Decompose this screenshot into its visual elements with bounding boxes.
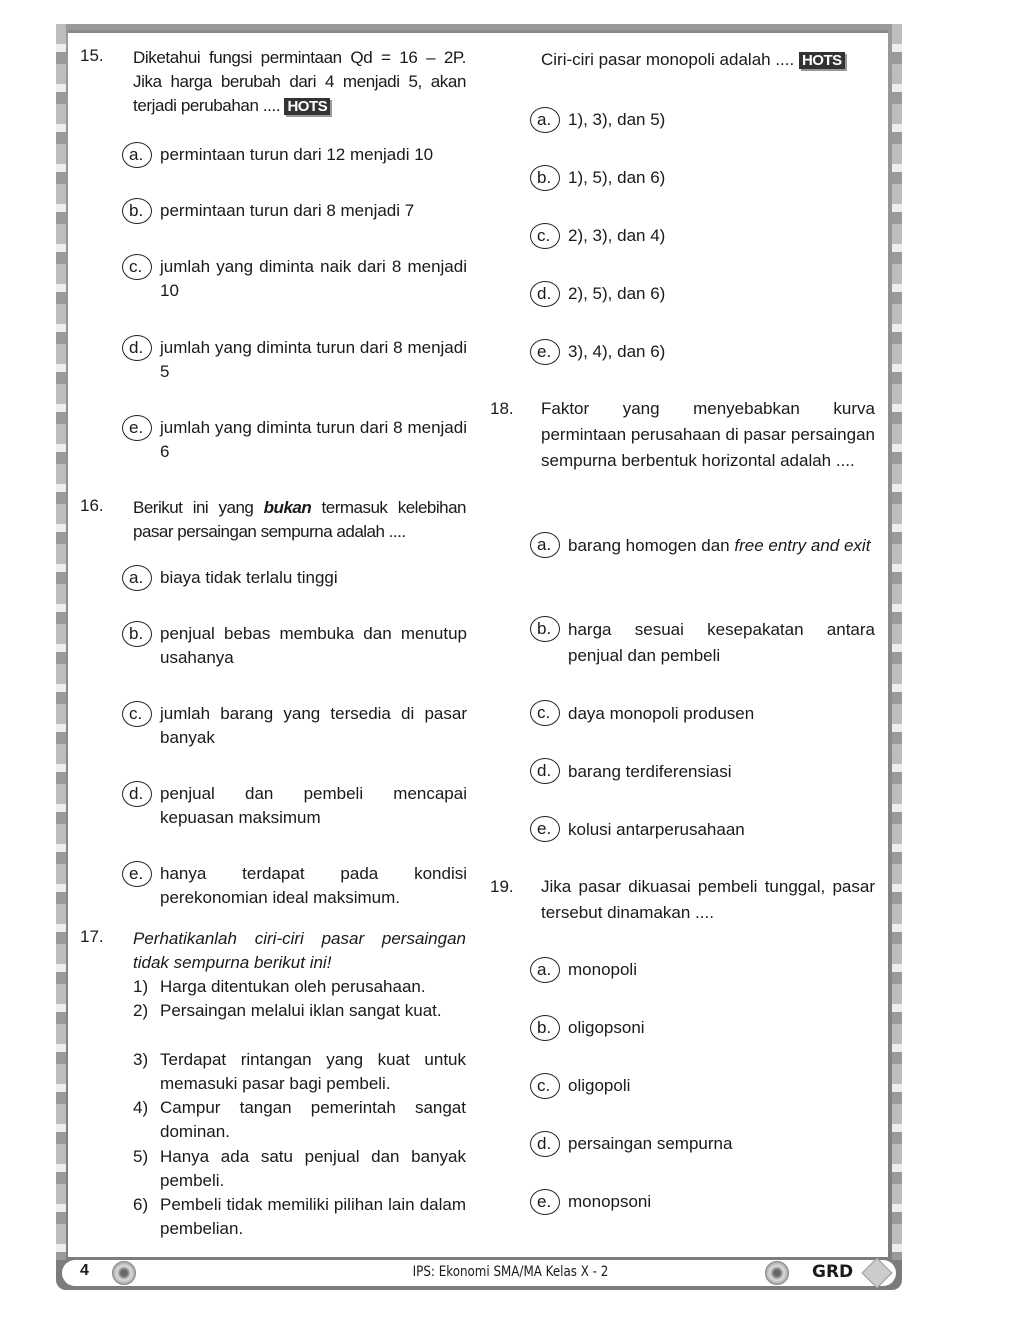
question-number: 16.	[80, 496, 104, 515]
option-letter-circle: c.	[530, 223, 560, 249]
list-number: 5)	[133, 1147, 149, 1166]
option-letter-circle: d.	[122, 335, 152, 361]
option-letter-circle: e.	[122, 861, 152, 887]
footer-knob-icon	[765, 1261, 789, 1285]
list-item: Harga ditentukan oleh perusahaan.	[160, 977, 426, 996]
option-letter-circle: a.	[530, 532, 560, 558]
stem-text: Ciri-ciri pasar monopoli adalah ....	[541, 50, 795, 69]
option-text: 1), 5), dan 6)	[568, 168, 666, 187]
list-item: Hanya ada satu penjual dan banyak pembeli.	[160, 1147, 466, 1190]
option-text-italic: free entry and exit	[734, 536, 871, 555]
footer-title: IPS: Ekonomi SMA/MA Kelas X - 2	[412, 1264, 609, 1280]
question-number: 18.	[490, 399, 514, 418]
option-text: jumlah yang diminta turun dari 8 menjadi 5	[160, 338, 467, 381]
left-border-rail	[56, 24, 66, 1260]
option-text: oligopsoni	[568, 1018, 645, 1037]
option-letter-circle: b.	[122, 198, 152, 224]
option-text: monopoli	[568, 960, 637, 979]
option-letter-circle: d.	[530, 758, 560, 784]
option-letter-circle: d.	[122, 781, 152, 807]
option-text: permintaan turun dari 8 menjadi 7	[160, 201, 415, 220]
hots-badge: HOTS	[799, 52, 845, 69]
list-number: 1)	[133, 977, 149, 996]
list-number: 3)	[133, 1050, 149, 1069]
option-text: kolusi antarperusahaan	[568, 820, 745, 839]
option-text: barang terdiferensiasi	[568, 762, 732, 781]
list-item: Campur tangan pemerintah sangat dominan.	[160, 1098, 466, 1141]
option-text: jumlah yang diminta turun dari 8 menjadi 6	[160, 418, 467, 461]
question-stem: Faktor yang menyebabkan kurva permintaan perusahaan di pasar persaingan sempurna berbentuk horizontal adalah ....	[541, 399, 875, 470]
stem-text: termasuk kelebihan pasar persaingan sempurna adalah ....	[133, 498, 467, 541]
option-text: hanya terdapat pada kondisi perekonomian ideal maksimum.	[160, 864, 467, 907]
option-letter-circle: c.	[530, 700, 560, 726]
list-number: 2)	[133, 1001, 149, 1020]
question-number: 19.	[490, 877, 514, 896]
option-text: oligopoli	[568, 1076, 631, 1095]
question-stem-continued	[541, 48, 875, 72]
stem-text: Berikut ini yang	[133, 498, 264, 517]
option-letter-circle: e.	[530, 816, 560, 842]
list-number: 4)	[133, 1098, 149, 1117]
option-letter-circle: b.	[530, 616, 560, 642]
option-text: 3), 4), dan 6)	[568, 342, 666, 361]
option-text: monopsoni	[568, 1192, 652, 1211]
option-text: permintaan turun dari 12 menjadi 10	[160, 145, 434, 164]
hots-badge: HOTS	[284, 98, 330, 115]
option-letter-circle: c.	[530, 1073, 560, 1099]
option-letter-circle: c.	[122, 701, 152, 727]
option-letter-circle: d.	[530, 281, 560, 307]
option-text: harga sesuai kesepakatan antara penjual dan pembeli	[568, 620, 875, 665]
list-item: Persaingan melalui iklan sangat kuat.	[160, 1001, 442, 1020]
question-stem: Jika pasar dikuasai pembeli tunggal, pasar tersebut dinamakan ....	[541, 877, 875, 922]
option-text: 2), 3), dan 4)	[568, 226, 666, 245]
option-text: penjual bebas membuka dan menutup usahanya	[160, 624, 467, 667]
stem-text: Diketahui fungsi permintaan Qd = 16 – 2P. Jika harga berubah dari 4 menjadi 5, akan terjadi perubahan ....	[133, 48, 466, 115]
option-text: 1), 3), dan 5)	[568, 110, 666, 129]
question-stem	[133, 496, 466, 544]
option-text: biaya tidak terlalu tinggi	[160, 568, 338, 587]
option-text-part: barang homogen dan	[568, 536, 735, 555]
option-letter-circle: b.	[122, 621, 152, 647]
question-stem	[133, 46, 466, 118]
option-letter-circle: a.	[530, 957, 560, 983]
stem-emphasis: bukan	[263, 498, 312, 517]
option-letter-circle: c.	[122, 254, 152, 280]
question-number: 17.	[80, 927, 104, 946]
option-letter-circle: a.	[122, 565, 152, 591]
option-text: persaingan sempurna	[568, 1134, 733, 1153]
question-number: 15.	[80, 46, 104, 65]
option-letter-circle: e.	[122, 415, 152, 441]
option-text: 2), 5), dan 6)	[568, 284, 666, 303]
option-text	[568, 533, 875, 559]
option-text: daya monopoli produsen	[568, 704, 755, 723]
option-letter-circle: d.	[530, 1131, 560, 1157]
option-letter-circle: b.	[530, 165, 560, 191]
list-item: Pembeli tidak memiliki pilihan lain dalam pembelian.	[160, 1195, 466, 1238]
option-text: penjual dan pembeli mencapai kepuasan maksimum	[160, 784, 467, 827]
option-letter-circle: e.	[530, 339, 560, 365]
publisher-logo: GRD	[812, 1262, 854, 1282]
option-letter-circle: e.	[530, 1189, 560, 1215]
option-letter-circle: b.	[530, 1015, 560, 1041]
page-number: 4	[80, 1262, 89, 1279]
list-number: 6)	[133, 1195, 149, 1214]
option-text: jumlah barang yang tersedia di pasar banyak	[160, 704, 467, 747]
right-border-rail	[892, 24, 902, 1260]
option-letter-circle: a.	[530, 107, 560, 133]
question-stem: Perhatikanlah ciri-ciri pasar persaingan tidak sempurna berikut ini!	[133, 929, 466, 972]
list-item: Terdapat rintangan yang kuat untuk memasuki pasar bagi pembeli.	[160, 1050, 466, 1093]
option-letter-circle: a.	[122, 142, 152, 168]
option-text: jumlah yang diminta naik dari 8 menjadi 10	[160, 257, 467, 300]
